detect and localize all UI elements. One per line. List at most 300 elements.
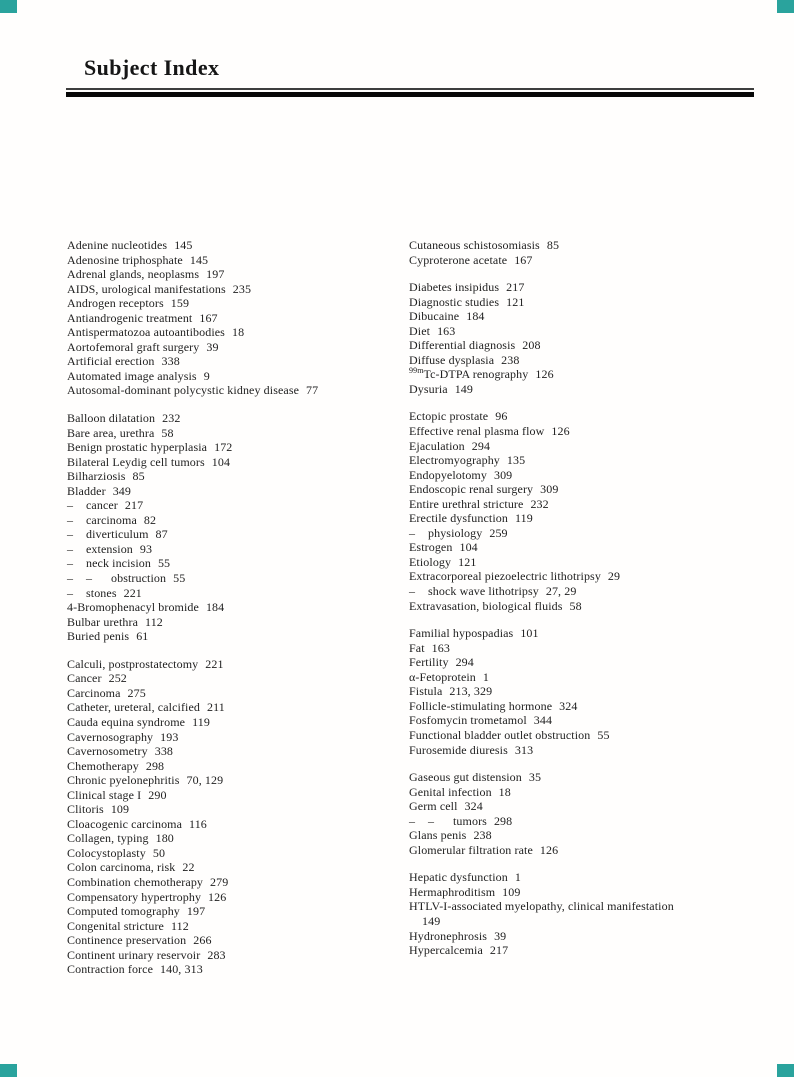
index-term: Fistula (409, 684, 443, 699)
subentry-dash: – (409, 525, 416, 540)
index-term: Diabetes insipidus (409, 280, 500, 295)
page-numbers: 58 (569, 598, 582, 613)
index-term: Estrogen (409, 540, 453, 555)
index-term: Electromyography (409, 453, 500, 468)
index-term: shock wave lithotripsy (428, 584, 539, 599)
index-entry (409, 785, 791, 800)
index-entry (67, 325, 407, 340)
index-entry (67, 671, 407, 686)
index-entry (67, 846, 407, 861)
page-numbers: 232 (530, 496, 549, 511)
page-numbers: 96 (495, 409, 508, 424)
index-entry (409, 684, 791, 699)
page-numbers: 338 (154, 744, 174, 759)
page-numbers: 294 (455, 655, 474, 670)
page-numbers: 167 (514, 252, 533, 267)
subentry-dash: – (428, 813, 435, 828)
index-entry (409, 353, 791, 368)
page-numbers: 238 (473, 828, 492, 843)
index-term: Autosomal-dominant polycystic kidney disease (67, 383, 300, 398)
subentry-dash: – (86, 571, 93, 586)
page-numbers: 163 (437, 323, 456, 338)
page-numbers: 338 (161, 354, 180, 369)
index-term: Glomerular filtration rate (409, 842, 533, 857)
index-term: Calculi, postprostatectomy (67, 656, 199, 671)
index-entry (67, 948, 407, 963)
index-term: 4-Bromophenacyl bromide (67, 600, 199, 615)
index-entry (67, 629, 407, 644)
index-term: Carcinoma (67, 685, 121, 700)
index-entry (409, 540, 791, 555)
page-numbers: 27, 29 (545, 584, 577, 599)
page-numbers: 121 (458, 554, 477, 569)
index-term: Bilateral Leydig cell tumors (67, 454, 205, 469)
page-numbers: 180 (155, 831, 174, 846)
page-numbers: 324 (559, 698, 578, 713)
page-numbers: 309 (540, 482, 559, 497)
index-entry (67, 615, 407, 630)
index-term: Artificial erection (67, 354, 155, 369)
index-term: Continence preservation (67, 933, 187, 948)
subentry-dash: – (67, 585, 74, 600)
page-numbers: 232 (162, 411, 181, 426)
index-term: Diffuse dysplasia (409, 352, 495, 367)
page-numbers: 55 (157, 556, 171, 571)
page-numbers: 217 (506, 280, 525, 295)
index-term: Combination chemotherapy (67, 874, 204, 889)
index-entry (67, 498, 407, 513)
page-numbers: 112 (145, 614, 163, 629)
index-entry (409, 943, 791, 958)
index-entry (67, 657, 407, 672)
index-term: Chronic pyelonephritis (67, 773, 180, 788)
index-entry (67, 890, 407, 905)
page-numbers: 309 (493, 467, 513, 482)
index-term: Etiology (409, 554, 452, 569)
page-numbers: 298 (145, 758, 165, 773)
index-entry (67, 253, 407, 268)
index-entry (409, 885, 791, 900)
index-entry (67, 700, 407, 715)
page-numbers: 112 (170, 918, 189, 933)
index-term: Diet (409, 323, 431, 338)
page-numbers: 70, 129 (186, 773, 224, 788)
index-term: Cutaneous schistosomiasis (409, 238, 540, 252)
index-entry (67, 296, 407, 311)
index-entry (409, 280, 791, 295)
index-term: Cavernosometry (67, 744, 148, 759)
page-numbers: 126 (208, 889, 227, 904)
index-term: Ejaculation (409, 438, 465, 453)
index-column-left (67, 238, 407, 990)
index-letter-group (409, 238, 791, 267)
page-numbers: 211 (207, 700, 225, 715)
index-entry (67, 875, 407, 890)
page-numbers: 197 (186, 904, 206, 919)
page-numbers: 294 (471, 438, 491, 453)
index-entry (409, 799, 791, 814)
index-term: Benign prostatic hyperplasia (67, 440, 208, 455)
index-entry (67, 744, 407, 759)
page-numbers: 149 (454, 381, 474, 396)
index-entry (409, 743, 791, 758)
page-numbers: 324 (464, 799, 483, 814)
page-numbers: 221 (205, 656, 224, 671)
index-entry (409, 409, 791, 424)
page-numbers: 18 (498, 784, 511, 799)
subentry-dash: – (409, 584, 416, 599)
page-numbers: 9 (203, 368, 210, 383)
index-letter-group (67, 411, 407, 644)
index-entry (409, 584, 791, 599)
index-term: Cloacogenic carcinoma (67, 816, 183, 831)
title-rule (66, 88, 754, 97)
index-entry (409, 526, 791, 541)
index-term: Cauda equina syndrome (67, 714, 186, 729)
index-entry (67, 282, 407, 297)
index-term: Buried penis (67, 629, 130, 644)
title-rule-thin-line (66, 88, 754, 90)
index-term: $^{99m}$Tc-DTPA renography (409, 366, 529, 382)
page-numbers: 221 (123, 585, 142, 600)
page-numbers: 279 (210, 874, 229, 889)
page-numbers: 29 (607, 569, 621, 584)
page-numbers: 101 (520, 626, 539, 641)
index-term: Ectopic prostate (409, 409, 489, 424)
index-term: Dysuria (409, 381, 448, 396)
index-entry (67, 788, 407, 803)
page-numbers: 213, 329 (449, 684, 493, 699)
index-term: Bladder (67, 483, 106, 498)
index-letter-group (409, 870, 791, 957)
index-term: neck incision (86, 556, 151, 571)
index-term: extension (86, 541, 133, 556)
page-numbers: 283 (207, 947, 226, 962)
index-entry (409, 770, 791, 785)
page-numbers: 159 (170, 296, 190, 311)
index-letter-group (409, 409, 791, 613)
index-entry (67, 513, 407, 528)
index-term: Bulbar urethra (67, 614, 139, 629)
index-entry (67, 730, 407, 745)
page-numbers: 135 (506, 453, 526, 468)
index-term: Bilharziosis (67, 469, 126, 484)
index-entry (409, 728, 791, 743)
index-term: obstruction (111, 571, 167, 586)
index-term: stones (86, 585, 117, 600)
corner-mark-bottom-left (0, 1064, 17, 1077)
page-numbers: 18 (231, 325, 245, 340)
index-entry (409, 238, 791, 253)
page-numbers: 208 (522, 338, 541, 353)
index-entry (409, 497, 791, 512)
index-term: Extracorporeal piezoelectric lithotripsy (409, 569, 601, 584)
index-entry (67, 542, 407, 557)
index-entry (67, 962, 407, 977)
index-entry (409, 482, 791, 497)
index-entry (67, 484, 407, 499)
index-entry (409, 367, 791, 382)
subentry-dash: – (67, 541, 74, 556)
page-numbers: 140, 313 (160, 962, 203, 977)
index-entry (67, 817, 407, 832)
page-numbers: 217 (489, 943, 509, 958)
page-numbers: 126 (551, 424, 570, 439)
page-numbers: 87 (155, 527, 168, 542)
corner-mark-top-left (0, 0, 17, 13)
index-entry (409, 382, 791, 397)
page-numbers: 119 (192, 714, 210, 729)
index-entry (409, 929, 791, 944)
page-numbers: 266 (193, 933, 212, 948)
index-column-right (409, 238, 791, 971)
index-entry (67, 440, 407, 455)
index-entry (409, 511, 791, 526)
page-numbers: 104 (459, 540, 478, 555)
index-term: Collagen, typing (67, 831, 149, 846)
index-letter-group (409, 626, 791, 757)
page-numbers: 1 (482, 669, 490, 684)
index-entry (409, 699, 791, 714)
title-rule-thick-line (66, 92, 754, 97)
page-numbers: 298 (493, 813, 513, 828)
index-entry (67, 586, 407, 601)
index-entry (409, 453, 791, 468)
index-entry (67, 860, 407, 875)
index-term: Automated image analysis (67, 368, 197, 383)
index-term: HTLV-I-associated myelopathy, clinical manifestation (409, 899, 674, 914)
index-term: Computed tomography (67, 904, 180, 919)
index-term: Fat (409, 640, 425, 655)
page-numbers: 1 (514, 870, 521, 885)
index-entry (67, 919, 407, 934)
index-term: cancer (86, 498, 118, 513)
index-term: Antiandrogenic treatment (67, 310, 193, 325)
index-entry (67, 340, 407, 355)
index-entry (67, 715, 407, 730)
index-entry (409, 828, 791, 843)
index-term: Compensatory hypertrophy (67, 889, 202, 904)
index-term: Contraction force (67, 962, 153, 977)
index-term: Cancer (67, 671, 102, 686)
index-term: Hepatic dysfunction (409, 870, 508, 885)
index-term: Hydronephrosis (409, 928, 488, 943)
index-term: Endoscopic renal surgery (409, 482, 534, 497)
index-entry (409, 899, 791, 914)
index-entry (409, 468, 791, 483)
index-term: Congenital stricture (67, 918, 164, 933)
index-entry (409, 713, 791, 728)
index-entry (67, 354, 407, 369)
corner-mark-bottom-right (777, 1064, 794, 1077)
page-numbers: 145 (174, 238, 193, 252)
index-entry (409, 569, 791, 584)
index-term: Gaseous gut distension (409, 770, 522, 785)
page-numbers: 197 (206, 267, 225, 282)
page-numbers: 77 (306, 383, 319, 398)
index-letter-group (409, 770, 791, 857)
index-term: Germ cell (409, 799, 458, 814)
index-entry (409, 295, 791, 310)
index-entry (409, 655, 791, 670)
page-numbers: 349 (112, 483, 131, 498)
index-entry (67, 383, 407, 398)
page-numbers: 172 (214, 440, 233, 455)
page-numbers: 121 (506, 294, 525, 309)
subentry-dash: – (67, 498, 74, 513)
page-numbers: 235 (232, 281, 252, 296)
page-numbers: 344 (533, 713, 553, 728)
index-term: Clitoris (67, 802, 104, 817)
index-term: Adenosine triphosphate (67, 252, 183, 267)
index-term: AIDS, urological manifestations (67, 281, 226, 296)
index-term: Chemotherapy (67, 758, 139, 773)
page-numbers: 184 (466, 309, 485, 324)
index-term: Erectile dysfunction (409, 511, 508, 526)
index-term: Balloon dilatation (67, 411, 156, 426)
index-term: Androgen receptors (67, 296, 164, 311)
index-entry (409, 555, 791, 570)
index-term: Colocystoplasty (67, 845, 146, 860)
index-letter-group (67, 238, 407, 398)
index-term: Antispermatozoa autoantibodies (67, 325, 225, 340)
page-numbers: 85 (132, 469, 145, 484)
page-numbers: 39 (494, 928, 507, 943)
index-term: Catheter, ureteral, calcified (67, 700, 201, 715)
index-term: Furosemide diuresis (409, 742, 508, 757)
index-term: Fosfomycin trometamol (409, 713, 527, 728)
page-numbers: 149 (422, 913, 441, 928)
index-term: Adenine nucleotides (67, 238, 168, 252)
index-entry (67, 238, 407, 253)
index-term: Glans penis (409, 828, 467, 843)
index-term: Continent urinary reservoir (67, 947, 201, 962)
page-numbers: 109 (110, 802, 130, 817)
page-numbers: 126 (535, 367, 554, 382)
index-term: Aortofemoral graft surgery (67, 339, 200, 354)
page-numbers: 93 (139, 541, 153, 556)
index-term: tumors (453, 813, 487, 828)
page-numbers: 259 (489, 525, 508, 540)
index-entry (409, 870, 791, 885)
index-entry (409, 253, 791, 268)
page-numbers: 58 (161, 425, 174, 440)
page-numbers: 119 (514, 511, 533, 526)
index-term: Hypercalcemia (409, 943, 483, 958)
index-entry (409, 670, 791, 685)
page-numbers: 50 (152, 845, 166, 860)
index-term: Entire urethral stricture (409, 496, 524, 511)
page-numbers: 39 (206, 339, 219, 354)
index-term: Fertility (409, 655, 449, 670)
index-entry (67, 469, 407, 484)
page-numbers: 238 (501, 352, 520, 367)
page-numbers: 35 (528, 770, 542, 785)
index-entry (409, 626, 791, 641)
page-numbers: 167 (199, 310, 218, 325)
index-entry (409, 641, 791, 656)
index-entry (409, 843, 791, 858)
index-term: Genital infection (409, 784, 492, 799)
index-entry (409, 599, 791, 614)
page-numbers: 55 (597, 727, 610, 742)
index-entry (67, 802, 407, 817)
index-entry (67, 411, 407, 426)
subentry-dash: – (67, 527, 74, 542)
page-title: Subject Index (84, 55, 220, 80)
page-numbers: 252 (108, 671, 127, 686)
page-numbers: 217 (124, 498, 144, 513)
index-entry-continuation (409, 914, 791, 929)
page-numbers: 126 (539, 842, 559, 857)
index-term: α-Fetoprotein (409, 669, 476, 684)
page-numbers: 22 (182, 860, 195, 875)
index-entry (409, 309, 791, 324)
index-term: Clinical stage I (67, 787, 142, 802)
index-term: carcinoma (86, 512, 137, 527)
subentry-dash: – (67, 556, 74, 571)
index-entry (67, 773, 407, 788)
index-entry (67, 267, 407, 282)
index-entry (67, 904, 407, 919)
index-term: Hermaphroditism (409, 884, 496, 899)
page-numbers: 145 (189, 252, 209, 267)
subentry-dash: – (409, 813, 416, 828)
page-numbers: 163 (431, 640, 450, 655)
index-entry (67, 831, 407, 846)
index-term: Familial hypospadias (409, 626, 514, 641)
index-entry (67, 426, 407, 441)
isotope-superscript: 99m (409, 366, 424, 376)
page-numbers: 109 (502, 884, 521, 899)
index-term: Cyproterone acetate (409, 252, 508, 267)
index-term: Cavernosography (67, 729, 154, 744)
index-term: Follicle-stimulating hormone (409, 698, 553, 713)
index-term: diverticulum (86, 527, 149, 542)
index-entry (409, 424, 791, 439)
index-term: Functional bladder outlet obstruction (409, 727, 591, 742)
page-numbers: 184 (205, 600, 225, 615)
page-numbers: 61 (136, 629, 149, 644)
index-entry (67, 686, 407, 701)
page-numbers: 275 (127, 685, 146, 700)
index-term: Dibucaine (409, 309, 460, 324)
index-entry (409, 324, 791, 339)
index-entry (67, 556, 407, 571)
index-term: Diagnostic studies (409, 294, 500, 309)
page-numbers: 290 (148, 787, 167, 802)
index-term: Effective renal plasma flow (409, 424, 545, 439)
index-entry (409, 439, 791, 454)
index-letter-group (67, 657, 407, 977)
index-term: physiology (428, 525, 483, 540)
page-numbers: 104 (211, 454, 231, 469)
page-numbers: 313 (514, 742, 534, 757)
page-numbers: 85 (546, 238, 560, 252)
index-entry (67, 600, 407, 615)
index-entry (67, 571, 407, 586)
page-numbers: 82 (143, 512, 157, 527)
index-term: Colon carcinoma, risk (67, 860, 176, 875)
index-entry (67, 759, 407, 774)
index-entry (67, 527, 407, 542)
index-entry (67, 455, 407, 470)
index-entry (67, 311, 407, 326)
subentry-dash: – (67, 571, 74, 586)
index-entry (409, 814, 791, 829)
index-term: Extravasation, biological fluids (409, 598, 563, 613)
index-letter-group (409, 280, 791, 396)
